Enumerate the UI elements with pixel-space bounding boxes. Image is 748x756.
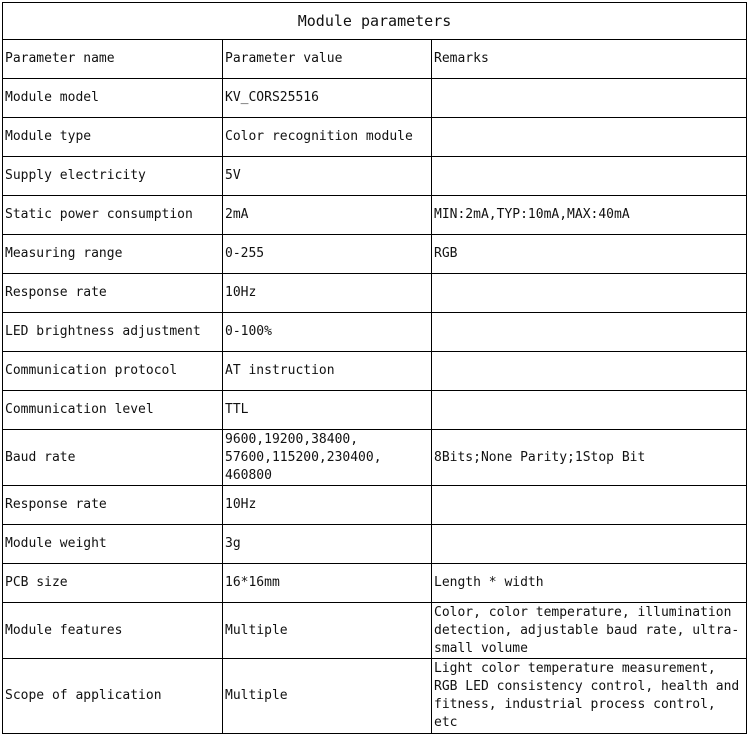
- remarks-cell: MIN:2mA,TYP:10mA,MAX:40mA: [432, 196, 747, 235]
- parameter-value-cell: 2mA: [223, 196, 432, 235]
- table-row: [3, 196, 747, 235]
- parameter-name-cell: Module type: [3, 118, 223, 157]
- module-parameters-table: [2, 2, 747, 734]
- parameter-value-cell: 5V: [223, 157, 432, 196]
- parameter-value-cell: Color recognition module: [223, 118, 432, 157]
- table-row: [3, 352, 747, 391]
- parameter-value-cell: 10Hz: [223, 274, 432, 313]
- remarks-cell: [432, 391, 747, 430]
- parameter-value-cell: 9600,19200,38400, 57600,115200,230400, 460800: [223, 430, 432, 486]
- header-parameter-name: Parameter name: [3, 40, 223, 79]
- parameter-name-cell: Response rate: [3, 274, 223, 313]
- table-row: [3, 274, 747, 313]
- remarks-cell: RGB: [432, 235, 747, 274]
- parameter-name-cell: Response rate: [3, 486, 223, 525]
- parameter-value-cell: Multiple: [223, 603, 432, 659]
- table-row: [3, 659, 747, 734]
- remarks-cell: [432, 118, 747, 157]
- parameter-value-cell: 16*16mm: [223, 564, 432, 603]
- remarks-cell: 8Bits;None Parity;1Stop Bit: [432, 430, 747, 486]
- remarks-cell: Length * width: [432, 564, 747, 603]
- table-row: [3, 525, 747, 564]
- remarks-cell: [432, 525, 747, 564]
- parameter-name-cell: Supply electricity: [3, 157, 223, 196]
- parameter-name-cell: Communication level: [3, 391, 223, 430]
- table-row: [3, 430, 747, 486]
- remarks-cell: [432, 352, 747, 391]
- title-row: [3, 3, 747, 40]
- parameter-value-cell: TTL: [223, 391, 432, 430]
- table-row: [3, 486, 747, 525]
- table-title: Module parameters: [3, 3, 747, 40]
- parameter-name-cell: Scope of application: [3, 659, 223, 734]
- remarks-cell: Light color temperature measurement, RGB LED consistency control, health and fitness, industrial process control, etc: [432, 659, 747, 734]
- table-row: [3, 235, 747, 274]
- parameter-name-cell: Baud rate: [3, 430, 223, 486]
- parameter-name-cell: Module weight: [3, 525, 223, 564]
- header-row: [3, 40, 747, 79]
- table-row: [3, 79, 747, 118]
- table-row: [3, 391, 747, 430]
- parameter-name-cell: Measuring range: [3, 235, 223, 274]
- table-row: [3, 603, 747, 659]
- table-row: [3, 118, 747, 157]
- parameter-value-cell: AT instruction: [223, 352, 432, 391]
- parameter-name-cell: Communication protocol: [3, 352, 223, 391]
- remarks-cell: [432, 274, 747, 313]
- parameter-value-cell: 3g: [223, 525, 432, 564]
- parameter-value-cell: Multiple: [223, 659, 432, 734]
- parameter-value-cell: KV_CORS25516: [223, 79, 432, 118]
- parameter-name-cell: Module features: [3, 603, 223, 659]
- parameter-name-cell: PCB size: [3, 564, 223, 603]
- table-row: [3, 564, 747, 603]
- parameter-name-cell: LED brightness adjustment: [3, 313, 223, 352]
- table-row: [3, 157, 747, 196]
- remarks-cell: [432, 79, 747, 118]
- table-row: [3, 313, 747, 352]
- parameter-value-cell: 0-255: [223, 235, 432, 274]
- remarks-cell: [432, 486, 747, 525]
- parameter-value-cell: 10Hz: [223, 486, 432, 525]
- header-remarks: Remarks: [432, 40, 747, 79]
- header-parameter-value: Parameter value: [223, 40, 432, 79]
- remarks-cell: [432, 313, 747, 352]
- parameter-name-cell: Static power consumption: [3, 196, 223, 235]
- parameter-value-cell: 0-100%: [223, 313, 432, 352]
- parameter-name-cell: Module model: [3, 79, 223, 118]
- remarks-cell: [432, 157, 747, 196]
- remarks-cell: Color, color temperature, illumination detection, adjustable baud rate, ultra-small volume: [432, 603, 747, 659]
